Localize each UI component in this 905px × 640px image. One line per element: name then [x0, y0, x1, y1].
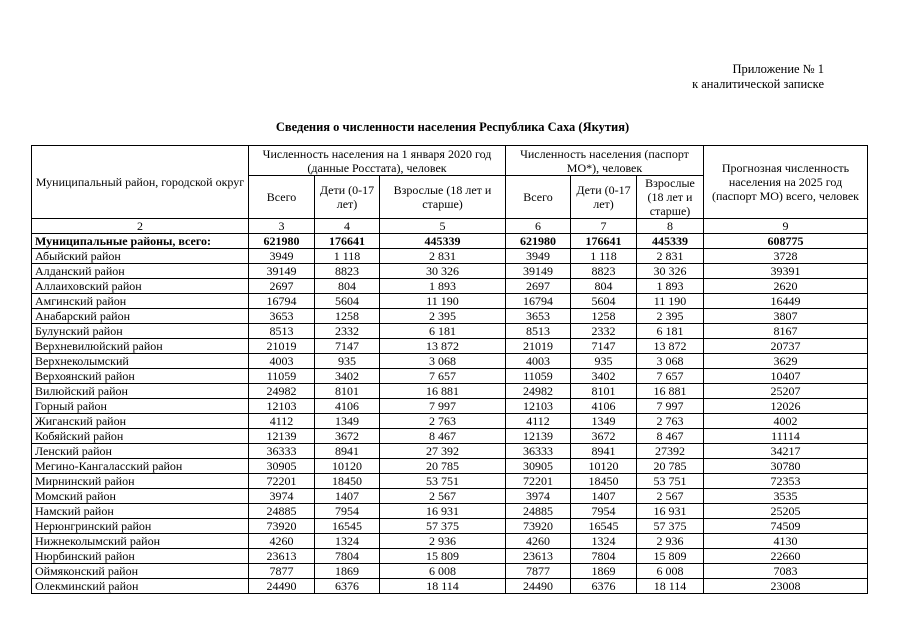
cell-total-rosstat: 24885: [249, 504, 315, 519]
cell-forecast-2025: 8167: [704, 324, 868, 339]
cell-adults-passport: 6 181: [637, 324, 704, 339]
cell-adults-rosstat: 8 467: [380, 429, 506, 444]
cell-children-passport: 1258: [571, 309, 637, 324]
cell-total-passport: 621980: [506, 234, 571, 249]
cell-children-passport: 3402: [571, 369, 637, 384]
cell-total-rosstat: 4112: [249, 414, 315, 429]
cell-total-rosstat: 8513: [249, 324, 315, 339]
cell-children-rosstat: 1407: [315, 489, 380, 504]
table-row: [32, 414, 868, 429]
cell-total-passport: 4260: [506, 534, 571, 549]
cell-total-rosstat: 24982: [249, 384, 315, 399]
header-group-rosstat: Численность населения на 1 января 2020 год (данные Росстата), человек: [249, 146, 506, 176]
cell-adults-passport: 15 809: [637, 549, 704, 564]
cell-children-passport: 6376: [571, 579, 637, 594]
cell-total-passport: 21019: [506, 339, 571, 354]
cell-children-passport: 8941: [571, 444, 637, 459]
table-row: [32, 309, 868, 324]
table-row: [32, 519, 868, 534]
cell-total-passport: 24982: [506, 384, 571, 399]
cell-total-rosstat: 3974: [249, 489, 315, 504]
cell-children-rosstat: 10120: [315, 459, 380, 474]
cell-adults-passport: 53 751: [637, 474, 704, 489]
header-adults: Взрослые (18 лет и старше): [380, 176, 506, 219]
district-name: Олекминский район: [32, 579, 249, 594]
cell-total-rosstat: 3949: [249, 249, 315, 264]
header-row-1: [32, 146, 868, 176]
cell-children-rosstat: 7147: [315, 339, 380, 354]
header-district: Муниципальный район, городской округ: [32, 146, 249, 219]
cell-children-rosstat: 3672: [315, 429, 380, 444]
cell-total-passport: 24885: [506, 504, 571, 519]
cell-forecast-2025: 3807: [704, 309, 868, 324]
cell-total-passport: 16794: [506, 294, 571, 309]
cell-adults-passport: 13 872: [637, 339, 704, 354]
table-row: [32, 429, 868, 444]
district-name: Нюрбинский район: [32, 549, 249, 564]
cell-adults-passport: 2 567: [637, 489, 704, 504]
cell-total-rosstat: 39149: [249, 264, 315, 279]
cell-forecast-2025: 4002: [704, 414, 868, 429]
cell-total-passport: 12103: [506, 399, 571, 414]
cell-forecast-2025: 3629: [704, 354, 868, 369]
document-title: Сведения о численности населения Республика Саха (Якутия): [275, 120, 630, 134]
cell-children-passport: 1 118: [571, 249, 637, 264]
cell-children-rosstat: 7954: [315, 504, 380, 519]
district-name: Ленский район: [32, 444, 249, 459]
cell-forecast-2025: 25205: [704, 504, 868, 519]
district-name: Мегино-Кангаласский район: [32, 459, 249, 474]
cell-children-passport: 935: [571, 354, 637, 369]
district-name: Мирнинский район: [32, 474, 249, 489]
cell-adults-rosstat: 18 114: [380, 579, 506, 594]
cell-adults-rosstat: 2 395: [380, 309, 506, 324]
appendix-line-1: Приложение № 1: [732, 62, 824, 76]
cell-children-rosstat: 5604: [315, 294, 380, 309]
table-row: [32, 459, 868, 474]
district-name: Алданский район: [32, 264, 249, 279]
cell-total-passport: 7877: [506, 564, 571, 579]
cell-adults-passport: 3 068: [637, 354, 704, 369]
cell-children-rosstat: 8823: [315, 264, 380, 279]
cell-total-rosstat: 23613: [249, 549, 315, 564]
district-name: Аллаиховский район: [32, 279, 249, 294]
cell-adults-passport: 7 657: [637, 369, 704, 384]
cell-forecast-2025: 11114: [704, 429, 868, 444]
district-name: Нерюнгринский район: [32, 519, 249, 534]
cell-children-passport: 4106: [571, 399, 637, 414]
column-number: 5: [380, 219, 506, 234]
header-forecast: Прогнозная численность населения на 2025 год (паспорт МО) всего, человек: [704, 146, 868, 219]
column-number: 4: [315, 219, 380, 234]
table-row: [32, 504, 868, 519]
cell-adults-passport: 6 008: [637, 564, 704, 579]
column-number: 6: [506, 219, 571, 234]
table-row: [32, 474, 868, 489]
cell-forecast-2025: 16449: [704, 294, 868, 309]
cell-forecast-2025: 23008: [704, 579, 868, 594]
cell-children-passport: 8101: [571, 384, 637, 399]
header-children: Дети (0-17 лет): [315, 176, 380, 219]
cell-forecast-2025: 4130: [704, 534, 868, 549]
cell-total-rosstat: 21019: [249, 339, 315, 354]
cell-adults-rosstat: 30 326: [380, 264, 506, 279]
cell-forecast-2025: 22660: [704, 549, 868, 564]
district-name: Горный район: [32, 399, 249, 414]
cell-adults-passport: 7 997: [637, 399, 704, 414]
cell-total-passport: 3949: [506, 249, 571, 264]
cell-adults-rosstat: 1 893: [380, 279, 506, 294]
table-row: [32, 339, 868, 354]
cell-adults-passport: 18 114: [637, 579, 704, 594]
cell-forecast-2025: 3728: [704, 249, 868, 264]
cell-children-rosstat: 8941: [315, 444, 380, 459]
district-name: Амгинский район: [32, 294, 249, 309]
cell-adults-rosstat: 16 881: [380, 384, 506, 399]
header-group-passport: Численность населения (паспорт МО*), человек: [506, 146, 704, 176]
cell-adults-passport: 445339: [637, 234, 704, 249]
header-total: Всего: [249, 176, 315, 219]
cell-adults-rosstat: 3 068: [380, 354, 506, 369]
cell-total-rosstat: 16794: [249, 294, 315, 309]
cell-adults-rosstat: 445339: [380, 234, 506, 249]
cell-adults-passport: 27392: [637, 444, 704, 459]
column-number: 3: [249, 219, 315, 234]
cell-total-rosstat: 11059: [249, 369, 315, 384]
cell-forecast-2025: 34217: [704, 444, 868, 459]
cell-total-passport: 11059: [506, 369, 571, 384]
cell-children-passport: 3672: [571, 429, 637, 444]
cell-adults-passport: 30 326: [637, 264, 704, 279]
cell-adults-rosstat: 7 657: [380, 369, 506, 384]
cell-adults-rosstat: 27 392: [380, 444, 506, 459]
cell-total-rosstat: 12103: [249, 399, 315, 414]
cell-adults-rosstat: 20 785: [380, 459, 506, 474]
district-name: Булунский район: [32, 324, 249, 339]
cell-children-passport: 7147: [571, 339, 637, 354]
cell-forecast-2025: 7083: [704, 564, 868, 579]
cell-forecast-2025: 3535: [704, 489, 868, 504]
cell-total-passport: 4112: [506, 414, 571, 429]
cell-total-passport: 24490: [506, 579, 571, 594]
cell-total-passport: 39149: [506, 264, 571, 279]
table-row: [32, 264, 868, 279]
district-name: Верхнеколымский: [32, 354, 249, 369]
cell-forecast-2025: 12026: [704, 399, 868, 414]
cell-adults-rosstat: 7 997: [380, 399, 506, 414]
cell-children-passport: 2332: [571, 324, 637, 339]
header-total-2: Всего: [506, 176, 571, 219]
cell-forecast-2025: 2620: [704, 279, 868, 294]
cell-total-rosstat: 73920: [249, 519, 315, 534]
cell-adults-rosstat: 57 375: [380, 519, 506, 534]
cell-total-rosstat: 72201: [249, 474, 315, 489]
cell-total-passport: 36333: [506, 444, 571, 459]
cell-children-rosstat: 2332: [315, 324, 380, 339]
cell-adults-passport: 2 763: [637, 414, 704, 429]
table-row: [32, 444, 868, 459]
cell-total-passport: 4003: [506, 354, 571, 369]
cell-total-rosstat: 2697: [249, 279, 315, 294]
cell-adults-passport: 11 190: [637, 294, 704, 309]
table-row: [32, 564, 868, 579]
cell-adults-rosstat: 53 751: [380, 474, 506, 489]
population-table: [31, 145, 868, 594]
cell-adults-passport: 57 375: [637, 519, 704, 534]
cell-adults-passport: 2 831: [637, 249, 704, 264]
cell-total-passport: 72201: [506, 474, 571, 489]
cell-forecast-2025: 39391: [704, 264, 868, 279]
cell-children-rosstat: 18450: [315, 474, 380, 489]
district-name: Нижнеколымский район: [32, 534, 249, 549]
cell-adults-rosstat: 2 567: [380, 489, 506, 504]
cell-total-rosstat: 7877: [249, 564, 315, 579]
table-row: [32, 249, 868, 264]
cell-adults-passport: 16 931: [637, 504, 704, 519]
column-number: 7: [571, 219, 637, 234]
cell-forecast-2025: 25207: [704, 384, 868, 399]
cell-adults-passport: 8 467: [637, 429, 704, 444]
table-row: [32, 384, 868, 399]
cell-adults-rosstat: 15 809: [380, 549, 506, 564]
district-name: Оймяконский район: [32, 564, 249, 579]
district-name: Жиганский район: [32, 414, 249, 429]
header-children-2: Дети (0-17 лет): [571, 176, 637, 219]
cell-children-rosstat: 6376: [315, 579, 380, 594]
cell-total-rosstat: 3653: [249, 309, 315, 324]
cell-children-rosstat: 1 118: [315, 249, 380, 264]
cell-total-rosstat: 24490: [249, 579, 315, 594]
cell-children-passport: 804: [571, 279, 637, 294]
header-adults-2: Взрослые (18 лет и старше): [637, 176, 704, 219]
cell-total-passport: 3974: [506, 489, 571, 504]
cell-children-rosstat: 3402: [315, 369, 380, 384]
district-name: Момский район: [32, 489, 249, 504]
district-name: Абыйский район: [32, 249, 249, 264]
cell-children-rosstat: 8101: [315, 384, 380, 399]
cell-adults-rosstat: 6 008: [380, 564, 506, 579]
district-name: Кобяйский район: [32, 429, 249, 444]
cell-children-passport: 18450: [571, 474, 637, 489]
district-name: Верхоянский район: [32, 369, 249, 384]
district-name: Намский район: [32, 504, 249, 519]
cell-children-passport: 5604: [571, 294, 637, 309]
district-name: Анабарский район: [32, 309, 249, 324]
appendix-note: [692, 62, 824, 92]
cell-children-passport: 16545: [571, 519, 637, 534]
table-row: [32, 369, 868, 384]
cell-total-passport: 2697: [506, 279, 571, 294]
cell-children-passport: 8823: [571, 264, 637, 279]
cell-adults-rosstat: 16 931: [380, 504, 506, 519]
cell-children-passport: 10120: [571, 459, 637, 474]
cell-total-passport: 12139: [506, 429, 571, 444]
cell-adults-rosstat: 13 872: [380, 339, 506, 354]
cell-total-rosstat: 4260: [249, 534, 315, 549]
cell-adults-rosstat: 2 763: [380, 414, 506, 429]
cell-forecast-2025: 72353: [704, 474, 868, 489]
cell-forecast-2025: 10407: [704, 369, 868, 384]
column-number: 9: [704, 219, 868, 234]
cell-children-rosstat: 935: [315, 354, 380, 369]
cell-total-passport: 8513: [506, 324, 571, 339]
cell-total-rosstat: 621980: [249, 234, 315, 249]
column-number: 8: [637, 219, 704, 234]
cell-children-passport: 1407: [571, 489, 637, 504]
cell-total-rosstat: 4003: [249, 354, 315, 369]
cell-children-rosstat: 16545: [315, 519, 380, 534]
table-row: [32, 399, 868, 414]
table-row: [32, 294, 868, 309]
cell-forecast-2025: 20737: [704, 339, 868, 354]
table-row: [32, 489, 868, 504]
cell-adults-passport: 20 785: [637, 459, 704, 474]
cell-children-passport: 1349: [571, 414, 637, 429]
district-name: Верхневилюйский район: [32, 339, 249, 354]
table-row: [32, 579, 868, 594]
table-row: [32, 324, 868, 339]
column-number: 2: [32, 219, 249, 234]
district-name: Муниципальные районы, всего:: [32, 234, 249, 249]
cell-children-rosstat: 4106: [315, 399, 380, 414]
cell-total-rosstat: 36333: [249, 444, 315, 459]
cell-adults-passport: 1 893: [637, 279, 704, 294]
cell-children-passport: 1869: [571, 564, 637, 579]
cell-children-passport: 1324: [571, 534, 637, 549]
cell-adults-rosstat: 11 190: [380, 294, 506, 309]
cell-children-rosstat: 1258: [315, 309, 380, 324]
cell-children-rosstat: 804: [315, 279, 380, 294]
cell-children-rosstat: 7804: [315, 549, 380, 564]
cell-forecast-2025: 30780: [704, 459, 868, 474]
cell-children-rosstat: 1324: [315, 534, 380, 549]
table-row: [32, 354, 868, 369]
cell-children-passport: 176641: [571, 234, 637, 249]
appendix-line-2: к аналитической записке: [692, 77, 824, 91]
cell-adults-passport: 2 395: [637, 309, 704, 324]
total-row: [32, 234, 868, 249]
cell-adults-rosstat: 2 831: [380, 249, 506, 264]
table-row: [32, 549, 868, 564]
cell-adults-passport: 16 881: [637, 384, 704, 399]
cell-children-passport: 7954: [571, 504, 637, 519]
cell-total-passport: 30905: [506, 459, 571, 474]
cell-children-rosstat: 1349: [315, 414, 380, 429]
cell-adults-rosstat: 6 181: [380, 324, 506, 339]
table-row: [32, 534, 868, 549]
cell-forecast-2025: 608775: [704, 234, 868, 249]
district-name: Вилюйский район: [32, 384, 249, 399]
cell-children-passport: 7804: [571, 549, 637, 564]
cell-children-rosstat: 176641: [315, 234, 380, 249]
cell-forecast-2025: 74509: [704, 519, 868, 534]
cell-total-passport: 73920: [506, 519, 571, 534]
cell-total-passport: 3653: [506, 309, 571, 324]
cell-adults-rosstat: 2 936: [380, 534, 506, 549]
cell-children-rosstat: 1869: [315, 564, 380, 579]
cell-total-passport: 23613: [506, 549, 571, 564]
cell-adults-passport: 2 936: [637, 534, 704, 549]
cell-total-rosstat: 12139: [249, 429, 315, 444]
table-row: [32, 279, 868, 294]
cell-total-rosstat: 30905: [249, 459, 315, 474]
column-number-row: [32, 219, 868, 234]
